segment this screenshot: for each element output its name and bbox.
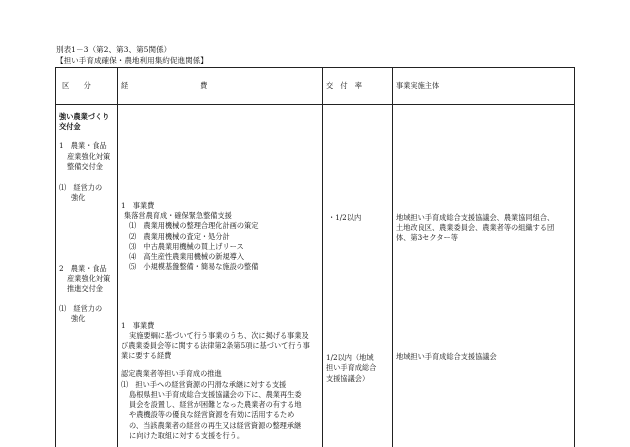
- block2-heading: 1 事業費: [121, 321, 319, 331]
- section1-sub-line2: 強化: [59, 193, 114, 203]
- block2-item1-line2: 員会を設置し、経営が困難となった農業者の有する地: [121, 400, 319, 410]
- entity-row1-line1: 地域担い手育成総合支援協議会、農業協同組合、: [396, 213, 571, 223]
- section2-line2: 産業強化対策: [59, 274, 114, 284]
- appendix-reference: 別表1－3（第2、第3、第5関係）: [56, 44, 208, 55]
- rate-row2-line2: 担い手育成総合: [326, 363, 389, 373]
- block1-item1: ⑴ 農業用機械の整理合理化計画の策定: [121, 221, 319, 231]
- keihi-cell: [118, 105, 323, 447]
- header-shutai: 事業実施主体: [393, 68, 575, 105]
- block1-item3: ⑶ 中古農業用機械の買上げリース: [121, 242, 319, 252]
- block2-item1-line1: 島根県担い手育成総合支援協議会の下に、農業再生委: [121, 390, 319, 400]
- table-body-row: [56, 105, 575, 447]
- rate-row1: ・1/2以内: [326, 213, 389, 223]
- section1-line3: 整備交付金: [59, 162, 114, 172]
- document-header: [56, 44, 208, 66]
- block1-item5: ⑸ 小規模基盤整備・簡易な施設の整備: [121, 262, 319, 272]
- block2-item1-line5: に向けた取組に対する支援を行う。: [121, 431, 319, 441]
- block1-program: 集落営農育成・確保緊急整備支援: [121, 211, 319, 221]
- section2-sub-line2: 強化: [59, 314, 114, 324]
- program-title-line2: 交付金: [59, 122, 114, 132]
- section-title: 【担い手育成確保・農地利用集約促進関係】: [56, 55, 208, 66]
- entity-row2-line1: 地域担い手育成総合支援協議会: [396, 352, 571, 362]
- shutai-cell: [393, 105, 575, 447]
- section1-sub-line1: ⑴ 経営力の: [59, 183, 114, 193]
- block2-item1-line4: の、当該農業者の経営の再生又は経営資源の整理承継: [121, 421, 319, 431]
- block2-subtitle: 認定農業者等担い手育成の推進: [121, 369, 319, 379]
- header-keihi: 経 費: [118, 68, 323, 105]
- rate-row2-line3: 支援協議会）: [326, 374, 389, 384]
- entity-row1-line3: 体、第3セクター等: [396, 233, 571, 243]
- block1-item2: ⑵ 農業用機械の査定・処分計: [121, 232, 319, 242]
- section2-line3: 推進交付金: [59, 284, 114, 294]
- kubun-cell: [56, 105, 118, 447]
- block1-item4: ⑷ 高生産性農業用機械の新規導入: [121, 252, 319, 262]
- section2-sub-line1: ⑴ 経営力の: [59, 304, 114, 314]
- rate-row2-line1: 1/2以内（地域: [326, 353, 389, 363]
- block2-desc-line2: び農業委員会等に関する法律第2条第5項に基づいて行う事: [121, 341, 319, 351]
- section1-line2: 産業強化対策: [59, 152, 114, 162]
- subsidy-table: [55, 67, 575, 447]
- section1-line1: 1 農業・食品: [59, 141, 114, 151]
- header-kubun: 区 分: [56, 68, 118, 105]
- kofuritsu-cell: [323, 105, 393, 447]
- block2-desc-line3: 業に要する経費: [121, 351, 319, 361]
- section2-line1: 2 農業・食品: [59, 264, 114, 274]
- block2-item1: ⑴ 担い手への経営資源の円滑な承継に対する支援: [121, 380, 319, 390]
- program-title-line1: 強い農業づくり: [59, 112, 114, 122]
- header-kofuritsu: 交 付 率: [323, 68, 393, 105]
- entity-row1-line2: 土地改良区、農業委員会、農業者等の組織する団: [396, 223, 571, 233]
- table-header-row: [56, 68, 575, 105]
- block2-item1-line3: や農機設等の優良な経営資源を有効に活用するため: [121, 410, 319, 420]
- block1-heading: 1 事業費: [121, 201, 319, 211]
- block2-desc-line1: 実施要綱に基づいて行う事業のうち、次に掲げる事業及: [121, 331, 319, 341]
